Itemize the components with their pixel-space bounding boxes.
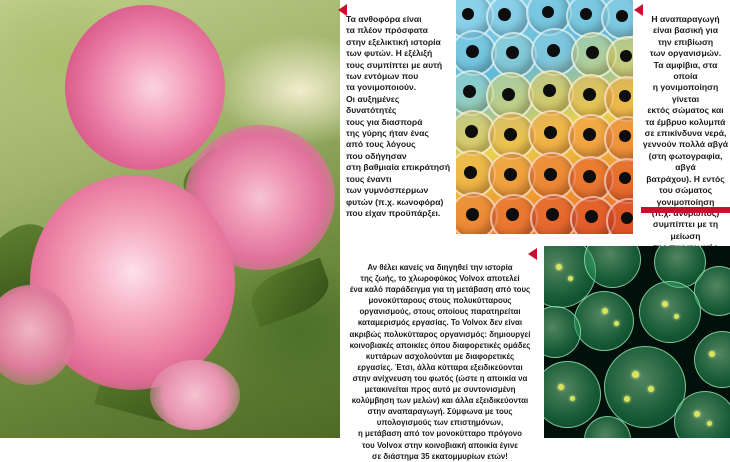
daughter-colony xyxy=(674,314,679,319)
plants-text xyxy=(346,14,452,219)
egg-yolk xyxy=(583,128,596,141)
text-line: ακριβώς πολυκύτταρος οργανισμός: δημιουργεί xyxy=(349,329,531,339)
text-line: την επιβίωση xyxy=(657,36,714,47)
egg-yolk xyxy=(506,208,519,221)
egg-yolk xyxy=(542,6,554,18)
egg-yolk xyxy=(543,84,556,97)
text-line: τα έμβρυο κολυμπά xyxy=(645,116,726,127)
text-line: εργασίες. Έτσι, άλλα κύτταρα εξειδικεύονται xyxy=(357,362,523,372)
egg-yolk xyxy=(546,208,559,221)
egg-yolk xyxy=(466,208,479,221)
text-line: των οργανισμών. xyxy=(649,48,722,59)
egg-yolk xyxy=(585,210,598,223)
text-line: τους για διασπορά xyxy=(346,116,423,127)
egg-yolk xyxy=(463,85,476,98)
egg-yolk xyxy=(583,88,596,101)
rose-top xyxy=(65,5,225,170)
volvox-text xyxy=(345,262,535,462)
egg-yolk xyxy=(465,125,478,138)
reproduction-text xyxy=(641,14,730,265)
text-line: των φυτών. Η εξέλιξή xyxy=(346,48,433,59)
egg-yolk xyxy=(619,130,631,142)
text-line: είναι βασική για xyxy=(653,25,718,36)
text-line: οργανισμούς, στους οποίους παρατηρείται xyxy=(359,307,521,317)
text-line: των εντόμων που xyxy=(346,71,419,82)
text-line: σε επικίνδυνα νερά, xyxy=(644,128,727,139)
text-line: στην ανίχνευση του φωτός (ώστε η αποικία να xyxy=(352,373,528,383)
text-line: (στη φωτογραφία, αβγά xyxy=(648,150,723,173)
text-line: του σώματος xyxy=(658,185,713,196)
text-line: μονοκύτταρους στους πολυκύτταρους xyxy=(368,296,512,306)
text-line: κυττάρων ασχολούνται με διαφορετικές xyxy=(365,351,515,361)
text-line: γεννούν πολλά αβγά xyxy=(642,139,729,150)
text-line: από τους λόγους xyxy=(346,139,416,150)
text-line: Οι αυξημένες δυνατότητές xyxy=(346,93,400,116)
text-line: στην εξελικτική ιστορία xyxy=(346,36,441,47)
daughter-colony xyxy=(694,411,700,417)
text-line: κολύμβηση των μελών) και άλλα εξειδικεύονται xyxy=(351,396,529,406)
text-line: της ζωής, το χλωροφύκος Volvox αποτελεί xyxy=(360,274,520,284)
egg-yolk xyxy=(619,90,631,102)
egg-yolk xyxy=(580,8,592,20)
daughter-colony xyxy=(614,321,619,326)
egg-yolk xyxy=(547,44,560,57)
text-line: που οδήγησαν xyxy=(346,150,407,161)
red-rule xyxy=(641,207,730,213)
text-line: στη βαθμιαία επικράτησή xyxy=(346,162,451,173)
egg-yolk xyxy=(616,10,628,22)
text-line: εκτός σώματος και xyxy=(647,105,724,116)
text-line: Αν θέλει κανείς να διηγηθεί την ιστορία xyxy=(367,263,513,272)
text-line: καταμερισμός εργασίας. Το Volvox δεν είναι xyxy=(357,318,523,328)
volvox-colony xyxy=(639,281,701,343)
text-line: τους συμπίπτει με αυτή xyxy=(346,59,443,70)
text-line: κοινοβιακές αποικίες όπου διαφορετικές ομάδες xyxy=(349,340,531,350)
volvox-photo xyxy=(544,246,730,438)
egg-yolk xyxy=(583,170,596,183)
text-line: Τα ανθοφόρα είναι xyxy=(346,14,422,24)
text-line: του Volvox στην κοινοβιακή αποικία έγινε xyxy=(362,440,518,450)
daughter-colony xyxy=(570,396,575,401)
text-line: συμπίπτει με τη μείωση xyxy=(652,219,719,241)
egg-yolk xyxy=(502,88,515,101)
text-line: μετακινείται προς αυτό με συντονισμένη xyxy=(364,385,516,395)
text-line: βατράχου). Η εντός xyxy=(646,173,725,184)
daughter-colony xyxy=(707,421,712,426)
egg-yolk xyxy=(586,46,599,59)
egg-yolk xyxy=(464,166,477,179)
daughter-colony xyxy=(709,351,715,357)
text-line: Η αναπαραγωγή xyxy=(651,14,720,24)
text-line: τα γονιμοποιούν. xyxy=(346,82,417,93)
text-line: υπολογισμούς των επιστημόνων, xyxy=(376,418,504,428)
volvox-colony xyxy=(574,291,634,351)
volvox-colony xyxy=(694,331,730,388)
red-marker xyxy=(528,248,537,260)
text-line: ένα καλό παράδειγμα για τη μετάβαση από τους xyxy=(349,285,531,295)
egg-yolk xyxy=(544,126,557,139)
egg-yolk xyxy=(466,45,479,58)
egg-yolk xyxy=(504,168,517,181)
daughter-colony xyxy=(602,308,608,314)
text-line: Τα αμφίβια, στα οποία xyxy=(653,59,718,82)
egg-yolk xyxy=(462,8,474,20)
text-line: γονιμοποίηση xyxy=(656,196,715,207)
text-line: η μετάβαση από τον μονοκύτταρο πρόγονο xyxy=(358,429,522,439)
text-line: φυτών (π.χ. κωνοφόρα) xyxy=(346,196,444,207)
text-line: η γονιμοποίηση γίνεται xyxy=(652,82,719,104)
text-line: σε διάστημα 35 εκατομμυρίων ετών! xyxy=(372,451,508,461)
rose-photo xyxy=(0,0,340,438)
text-line: της γύρης ήταν ένας xyxy=(346,128,429,139)
daughter-colony xyxy=(662,301,668,307)
rose-bottom xyxy=(150,360,240,430)
egg-yolk xyxy=(619,172,631,184)
daughter-colony xyxy=(558,384,564,390)
daughter-colony xyxy=(632,371,639,378)
text-line: τα πλέον πρόσφατα xyxy=(346,25,428,36)
text-line: στην αναπαραγωγή. Σύμφωνα με τους xyxy=(367,407,513,417)
egg-yolk xyxy=(504,128,517,141)
frog-eggs-photo xyxy=(456,0,633,234)
text-line: τους έναντι xyxy=(346,173,392,184)
egg-yolk xyxy=(498,8,511,21)
egg-yolk xyxy=(506,46,519,59)
text-line: που είχαν προϋπάρξει. xyxy=(346,207,441,218)
volvox-colony xyxy=(544,361,601,428)
egg-yolk xyxy=(620,50,632,62)
text-line: των γυμνόσπερμων xyxy=(346,185,429,196)
daughter-colony xyxy=(624,396,630,402)
egg-yolk xyxy=(544,168,557,181)
egg-yolk xyxy=(621,212,633,224)
daughter-colony xyxy=(648,386,654,392)
daughter-colony xyxy=(556,264,562,270)
daughter-colony xyxy=(568,276,573,281)
